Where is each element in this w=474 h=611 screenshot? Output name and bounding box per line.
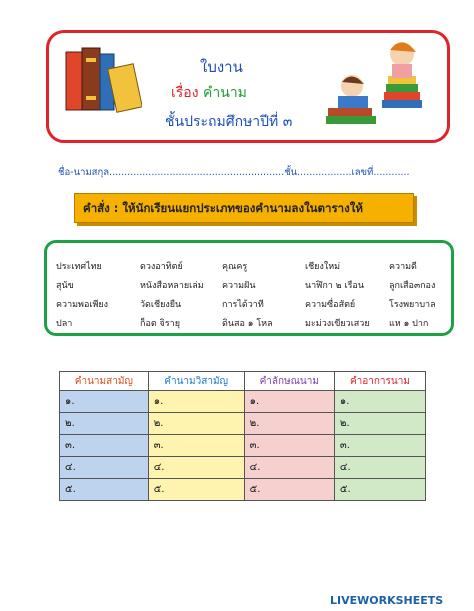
header-common-noun: คำนามสามัญ	[60, 372, 149, 391]
grade-level: ชั้นประถมศึกษาปีที่ ๓	[165, 114, 293, 130]
word-item: หนังสือหลายเล่ม	[140, 281, 204, 291]
answer-cell[interactable]: ๒.	[148, 413, 244, 435]
word-item: เชียงใหม่	[305, 262, 341, 272]
answer-cell[interactable]: ๒.	[244, 413, 334, 435]
instruction-banner: คำสั่ง : ให้นักเรียนแยกประเภทของคำนามลงในตารางให้	[74, 193, 414, 223]
header-classifier-noun: คำลักษณนาม	[244, 372, 334, 391]
word-item: มะม่วงเขียวเสวย	[305, 319, 370, 329]
word-item: นาฬิกา ๒ เรือน	[305, 281, 364, 291]
word-item: ความฝัน	[222, 281, 256, 291]
word-item: ดินสอ ๑ โหล	[222, 319, 273, 329]
header-abstract-noun: คำอาการนาม	[334, 372, 425, 391]
answer-cell[interactable]: ๔.	[60, 457, 149, 479]
word-item: ลูกเสือ๓กอง	[389, 281, 436, 291]
answer-cell[interactable]: ๒.	[334, 413, 425, 435]
word-item: ความซื่อสัตย์	[305, 300, 356, 310]
answer-cell[interactable]: ๔.	[334, 457, 425, 479]
answer-cell[interactable]: ๔.	[244, 457, 334, 479]
answer-cell[interactable]: ๓.	[244, 435, 334, 457]
answer-table	[59, 371, 426, 501]
word-item: คุณครู	[222, 262, 248, 272]
word-item: ประเทศไทย	[56, 262, 102, 272]
topic-prefix: เรื่อง	[171, 85, 199, 101]
liveworksheets-logo: LIVEWORKSHEETS	[330, 594, 444, 607]
word-item: วัดเชียงยืน	[140, 300, 182, 310]
table-row	[60, 479, 426, 501]
word-item: ก็อต จิรายุ	[140, 319, 180, 329]
kids-reading-illustration	[322, 30, 440, 130]
answer-cell[interactable]: ๑.	[244, 391, 334, 413]
answer-cell[interactable]: ๓.	[60, 435, 149, 457]
answer-cell[interactable]: ๔.	[148, 457, 244, 479]
answer-cell[interactable]: ๑.	[148, 391, 244, 413]
student-info-line[interactable]: ชื่อ-นามสกุล..........................................................ชั้น..................เลขที่............	[58, 167, 410, 178]
word-item: ปลา	[56, 319, 73, 329]
word-item: ดวงอาทิตย์	[140, 262, 183, 272]
answer-cell[interactable]: ๕.	[148, 479, 244, 501]
answer-cell[interactable]: ๑.	[60, 391, 149, 413]
answer-cell[interactable]: ๒.	[60, 413, 149, 435]
table-row	[60, 391, 426, 413]
table-row	[60, 457, 426, 479]
word-item: ความดี	[389, 262, 417, 272]
worksheet-title: ใบงาน	[200, 58, 243, 76]
books-illustration	[62, 38, 142, 118]
word-item: สุนัข	[56, 281, 74, 291]
word-item: การได้วาที	[222, 300, 264, 310]
table-row	[60, 413, 426, 435]
answer-cell[interactable]: ๑.	[334, 391, 425, 413]
table-row	[60, 435, 426, 457]
topic-noun: คำนาม	[203, 85, 247, 101]
table-header-row	[60, 372, 426, 391]
word-item: ความพอเพียง	[56, 300, 109, 310]
answer-cell[interactable]: ๓.	[334, 435, 425, 457]
header-proper-noun: คำนามวิสามัญ	[148, 372, 244, 391]
answer-cell[interactable]: ๕.	[244, 479, 334, 501]
word-item: โรงพยาบาล	[389, 300, 436, 310]
answer-cell[interactable]: ๕.	[334, 479, 425, 501]
answer-cell[interactable]: ๓.	[148, 435, 244, 457]
worksheet-topic	[171, 82, 247, 104]
word-item: แห ๑ ปาก	[389, 319, 429, 329]
answer-cell[interactable]: ๕.	[60, 479, 149, 501]
